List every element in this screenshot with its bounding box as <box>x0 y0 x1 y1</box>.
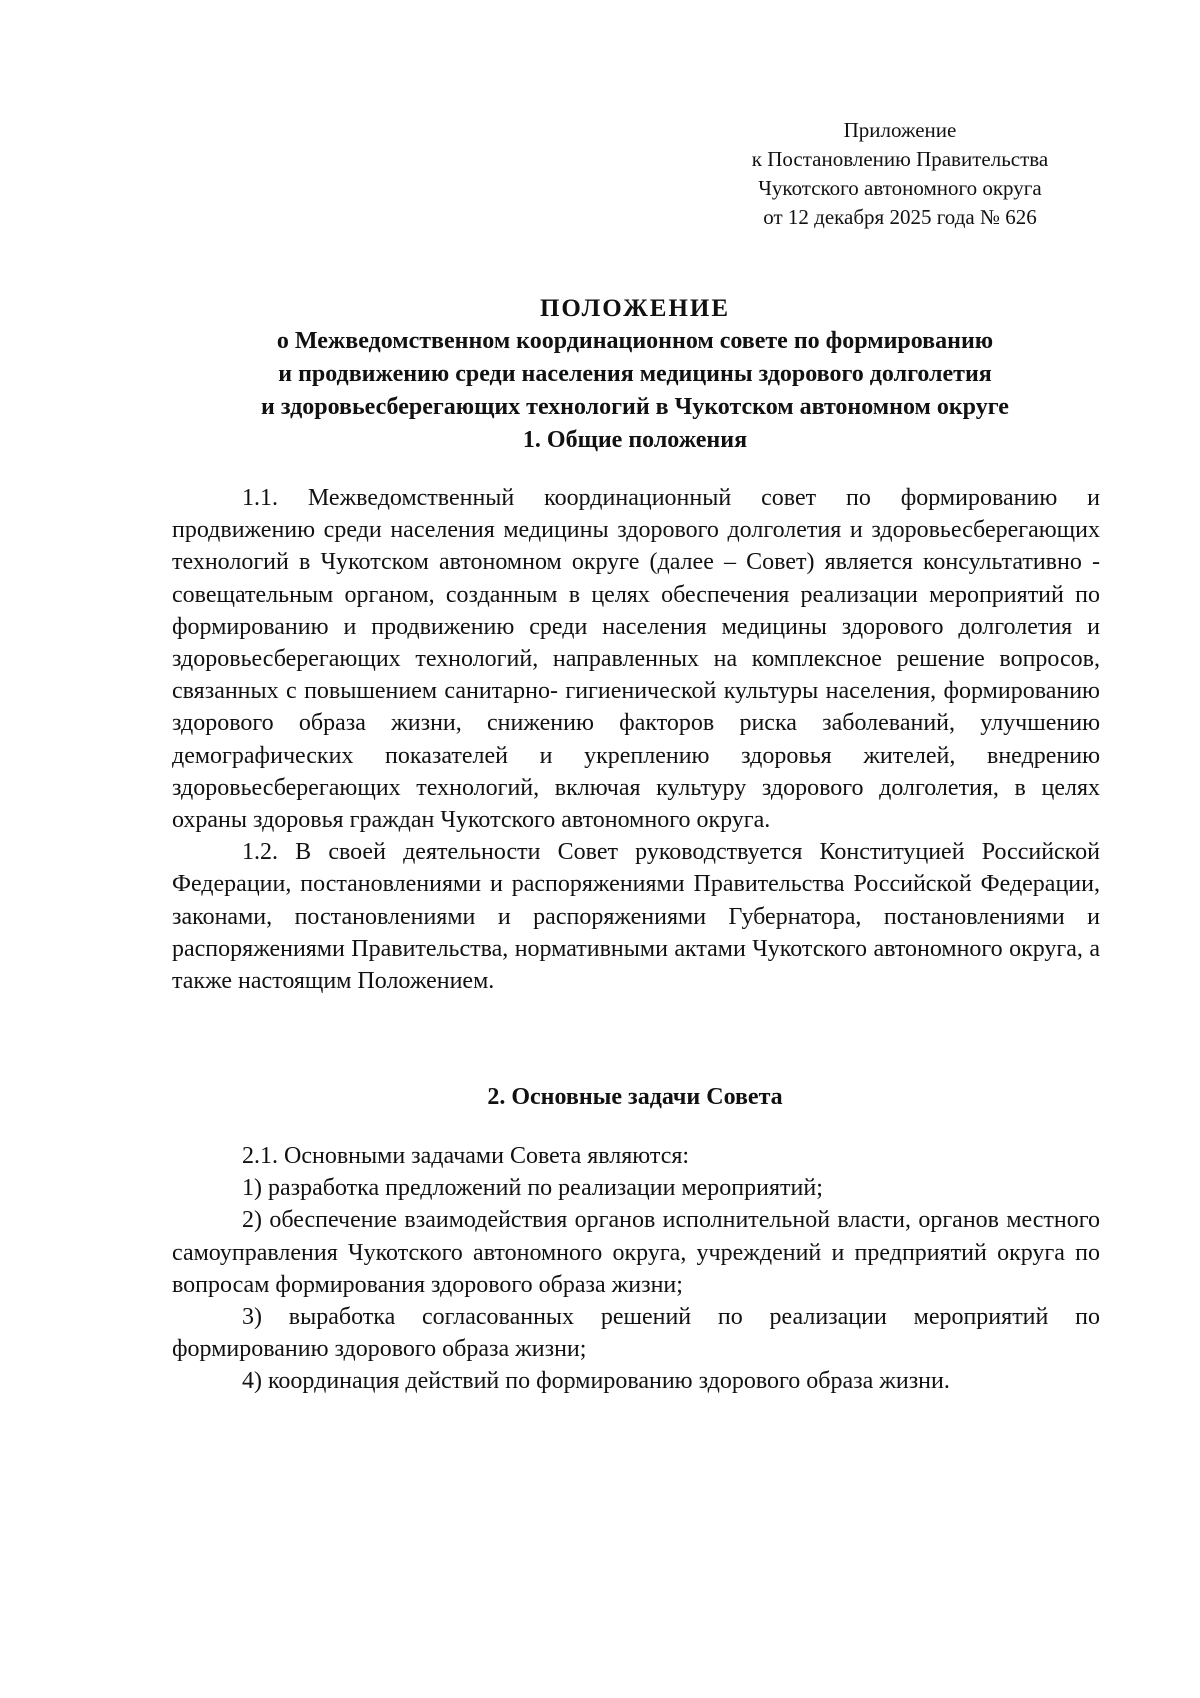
section-1-heading: 1. Общие положения <box>522 427 748 453</box>
paragraph-1-1: 1.1. Межведомственный координационный совет по формированию и продвижению среди населения медицины здорового долголетия и здоровьесберегающих технологий в Чукотском автономном округе (далее – Совет) является консультативно - совещательным органом, созданным в целях обеспечения реализации мероприятий по формированию и продвижению среди населения медицины здорового долголетия и здоровьесберегающих технологий, направленных на комплексное решение вопросов, связанных с повышением санитарно- гигиенической культуры населения, формированию здорового образа жизни, снижению факторов риска заболеваний, улучшению демографических показателей и укреплению здоровья жителей, внедрению здоровьесберегающих технологий, включая культуру здорового долголетия, в целях охраны здоровья граждан Чукотского автономного округа. <box>172 485 1100 834</box>
list-item-3: 3) выработка согласованных решений по реализации мероприятий по формированию здорового образа жизни; <box>172 1304 1100 1363</box>
title-line-1: о Межведомственном координационном совете по формированию <box>276 328 994 354</box>
appendix-line-3: Чукотского автономного округа <box>758 176 1042 200</box>
paragraph-2-1: 2.1. Основными задачами Совета являются: <box>242 1143 690 1169</box>
section-2-heading: 2. Основные задачи Совета <box>487 1084 783 1110</box>
paragraph-1-2: 1.2. В своей деятельности Совет руководствуется Конституцией Российской Федерации, постановлениями и распоряжениями Правительства Российской Федерации, законами, постановлениями и распоряжениями Губернатора, постановлениями и распоряжениями Правительства, нормативными актами Чукотского автономного округа, а также настоящим Положением. <box>172 839 1100 995</box>
appendix-line-4: от 12 декабря 2025 года № 626 <box>763 205 1037 229</box>
section-2-body <box>172 1140 1100 1398</box>
title-line-3: и здоровьесберегающих технологий в Чукотском автономном округе <box>261 394 1009 420</box>
title-line-2: и продвижению среди населения медицины здорового долголетия <box>278 361 992 387</box>
list-item-2: 2) обеспечение взаимодействия органов исполнительной власти, органов местного самоуправления Чукотского автономного округа, учреждений и предприятий округа по вопросам формирования здорового образа жизни; <box>172 1207 1100 1298</box>
title-main: ПОЛОЖЕНИЕ <box>539 295 731 322</box>
appendix-block <box>700 116 1100 232</box>
list-item-4: 4) координация действий по формированию здорового образа жизни. <box>242 1368 950 1395</box>
list-item-1: 1) разработка предложений по реализации мероприятий; <box>242 1175 823 1202</box>
appendix-line-2: к Постановлению Правительства <box>751 147 1049 171</box>
document-title <box>170 292 1100 424</box>
section-1-body <box>172 482 1100 997</box>
appendix-line-1: Приложение <box>843 118 957 142</box>
